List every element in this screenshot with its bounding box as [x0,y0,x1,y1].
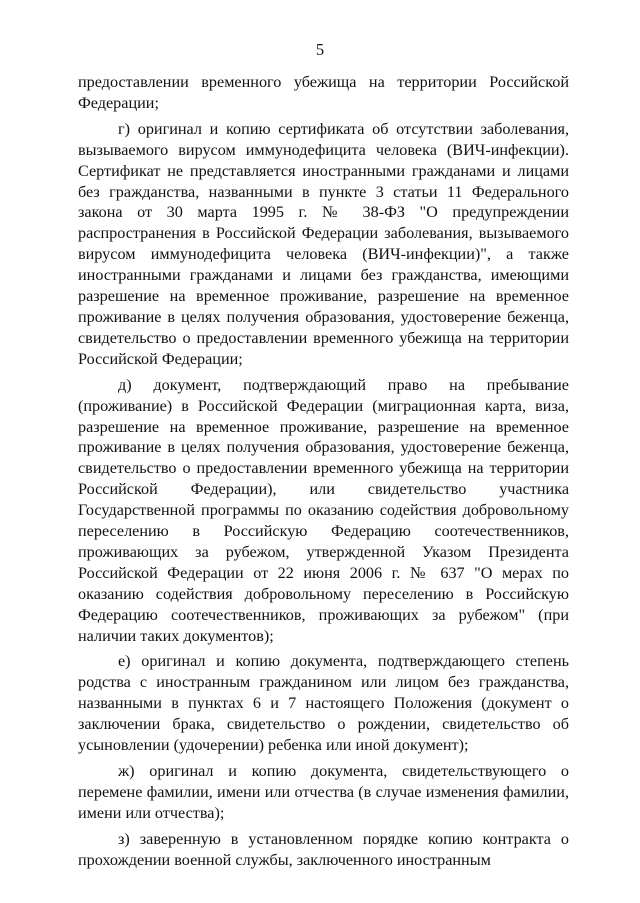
paragraph-item-zh: ж) оригинал и копию документа, свидетельствующего о перемене фамилии, имени или отчества (в случае изменения фамилии, имени или отчества); [78,762,569,822]
paragraph-item-d: д) документ, подтверждающий право на пребывание (проживание) в Российской Федерации (миграционная карта, виза, разрешение на временное проживание, разрешение на временное проживание в целях получения образования, удостоверение беженца, свидетельство о предоставлении временного убежища на территории Российской Федерации), или свидетельство участника Государственной программы по оказанию содействия добровольному переселению в Российскую Федерацию соотечественников, проживающих за рубежом, утвержденной Указом Президента Российской Федерации от 22 июня 2006 г. № 637 "О мерах по оказанию содействия добровольному переселению в Российскую Федерацию соотечественников, проживающих за рубежом" (при наличии таких документов); [78,375,569,645]
document-body [78,72,569,871]
paragraph-item-e: е) оригинал и копию документа, подтверждающего степень родства с иностранным гражданином или лицом без гражданства, названными в пунктах 6 и 7 настоящего Положения (документ о заключении брака, свидетельство о рождении, свидетельство об усыновлении (удочерении) ребенка или иной документ); [78,652,569,755]
paragraph-item-z: з) заверенную в установленном порядке копию контракта о прохождении военной службы, заключенного иностранным [78,829,569,869]
paragraph-continuation: предоставлении временного убежища на территории Российской Федерации; [78,73,569,112]
paragraph-item-g: г) оригинал и копию сертификата об отсутствии заболевания, вызываемого вирусом иммунодефицита человека (ВИЧ-инфекции). Сертификат не представляется иностранными гражданами и лицами без гражданства, названными в пункте 3 статьи 11 Федерального закона от 30 марта 1995 г. № 38-ФЗ "О предупреждении распространения в Российской Федерации заболевания, вызываемого вирусом иммунодефицита человека (ВИЧ-инфекции)", а также иностранными гражданами и лицами без гражданства, имеющими разрешение на временное проживание, разрешение на временное проживание в целях получения образования, удостоверение беженца, свидетельство о предоставлении временного убежища на территории Российской Федерации; [78,119,569,368]
page-number: 5 [315,40,325,59]
